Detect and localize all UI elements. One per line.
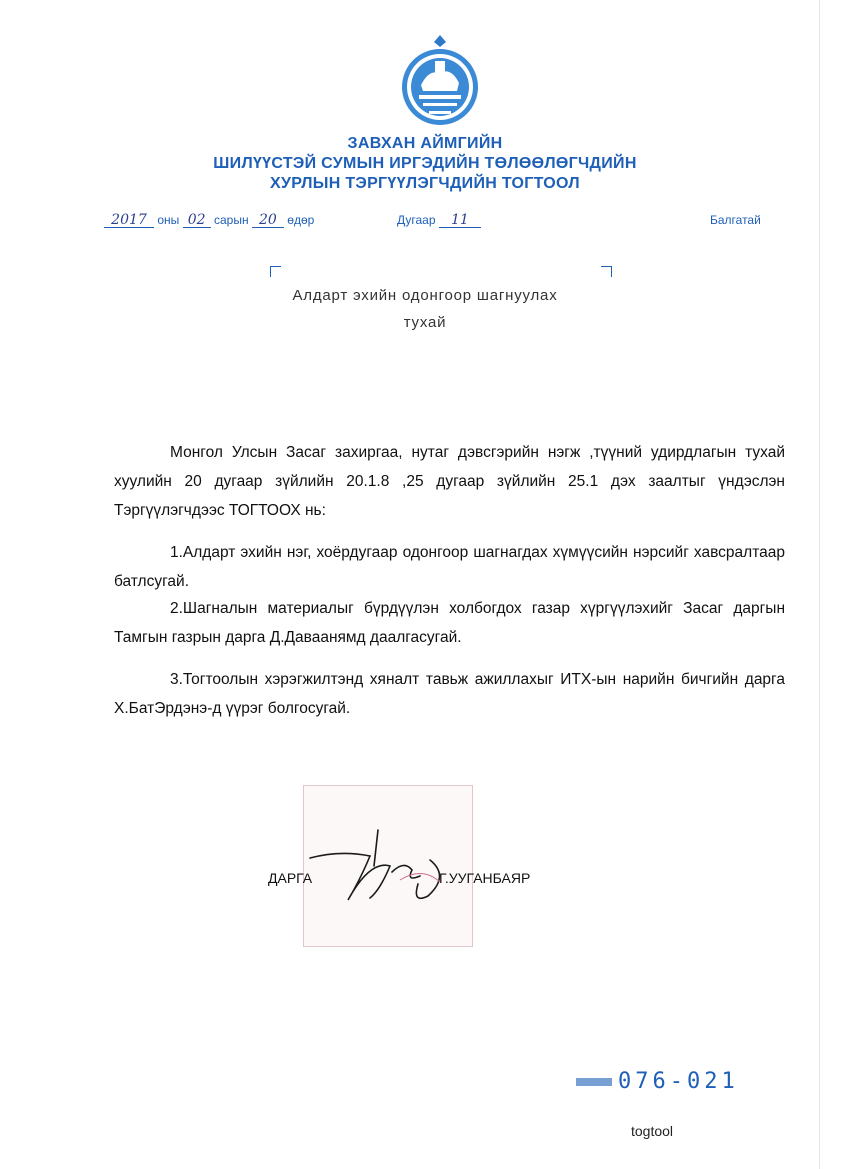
bracket-right	[601, 266, 612, 277]
document-number	[576, 1069, 739, 1094]
handwritten-signature	[300, 820, 460, 920]
header-line-3: ХУРЛЫН ТЭРГҮҮЛЭГЧДИЙН ТОГТООЛ	[270, 175, 580, 192]
paragraph-item-2-text: 2.Шагналын материалыг бүрдүүлэн холбогдох газар хүргүүлэхийг Засаг даргын Тамгын газрын дарга Д.Даваанямд даалгасугай.	[114, 600, 785, 646]
document-number-text: 076-021	[618, 1069, 739, 1094]
date-day: 20	[252, 213, 284, 228]
bracket-left	[270, 266, 281, 277]
number-value: 11	[439, 213, 481, 228]
paragraph-item-1	[114, 538, 785, 596]
date-field	[104, 213, 314, 228]
subject-line-2: тухай	[403, 314, 447, 331]
signature-name: Г.УУГАНБАЯР	[439, 870, 531, 886]
number-label: Дугаар	[397, 213, 436, 227]
number-field	[397, 213, 481, 228]
subject-line-1: Алдарт эхийн одонгоор шагнуулах	[292, 287, 558, 304]
barcode-mark	[576, 1078, 612, 1086]
scan-edge	[819, 0, 820, 1169]
date-month: 02	[183, 213, 211, 228]
paragraph-item-3-text: 3.Тогтоолын хэрэгжилтэнд хяналт тавьж ажиллахыг ИТХ-ын нарийн бичгийн дарга Х.БатЭрдэнэ-д үүрэг болгосугай.	[114, 671, 785, 717]
state-emblem	[399, 33, 481, 129]
date-year-suffix: оны	[157, 213, 180, 227]
header-line-2: ШИЛҮҮСТЭЙ СУМЫН ИРГЭДИЙН ТӨЛӨӨЛӨГЧДИЙН	[213, 155, 637, 172]
paragraph-item-2	[114, 594, 785, 652]
paragraph-item-3	[114, 665, 785, 723]
date-day-suffix: өдөр	[287, 213, 315, 227]
paragraph-item-1-text: 1.Алдарт эхийн нэг, хоёрдугаар одонгоор шагнагдах хүмүүсийн нэрсийг хавсралтаар батлсугай.	[114, 544, 785, 590]
paragraph-preamble	[114, 438, 785, 525]
date-year: 2017	[104, 213, 154, 228]
signature-title: ДАРГА	[268, 870, 313, 886]
place-name: Балгатай	[710, 213, 761, 227]
header-line-1: ЗАВХАН АЙМГИЙН	[347, 135, 503, 152]
date-month-suffix: сарын	[213, 213, 249, 227]
footer-label: togtool	[631, 1123, 674, 1139]
paragraph-preamble-text: Монгол Улсын Засаг захиргаа, нутаг дэвсгэрийн нэгж ,түүний удирдлагын тухай хуулийн 20 дугаар зүйлийн 20.1.8 ,25 дугаар зүйлийн 25.1 дэх заалтыг үндэслэн Тэргүүлэгчдээс ТОГТООХ нь:	[114, 444, 785, 519]
